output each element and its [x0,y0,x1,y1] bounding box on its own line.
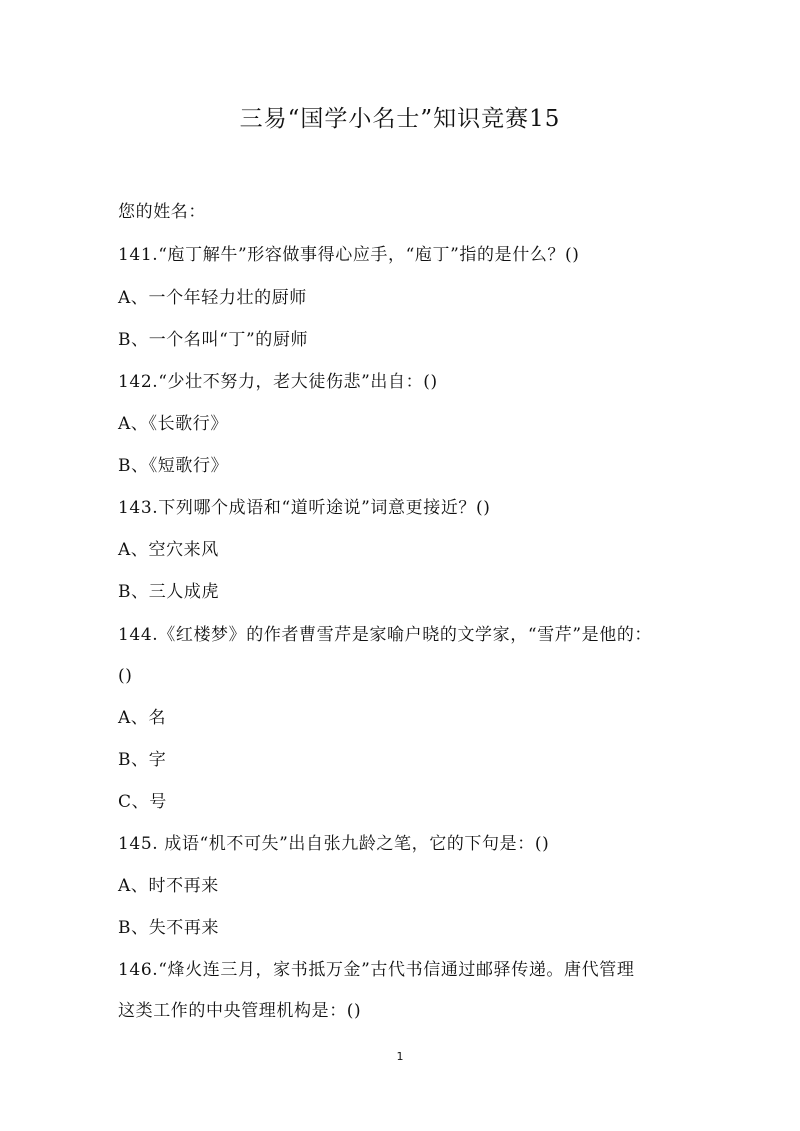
option-142-b: B、《短歌行》 [118,456,229,476]
page-number: 1 [396,1050,404,1063]
option-141-b: B、一个名叫“丁”的厨师 [118,330,309,350]
option-141-a: A、一个年轻力壮的厨师 [118,288,307,308]
question-144-continuation: () [118,666,133,686]
question-142: 142.“少壮不努力，老大徒伤悲”出自：() [118,372,438,392]
question-144: 144.《红楼梦》的作者曹雪芹是家喻户晓的文学家，“雪芹”是他的： [118,625,653,645]
page-title: 三易“国学小名士”知识竞赛15 [239,106,561,132]
option-144-b: B、字 [118,750,167,770]
question-146-continuation: 这类工作的中央管理机构是：() [118,1001,362,1021]
option-145-a: A、时不再来 [118,876,219,896]
option-143-b: B、三人成虎 [118,582,220,602]
option-144-c: C、号 [118,792,167,812]
name-label: 您的姓名： [118,202,206,222]
question-141: 141.“庖丁解牛”形容做事得心应手，“庖丁”指的是什么？() [118,245,580,265]
question-145: 145. 成语“机不可失”出自张九龄之笔，它的下句是：() [118,834,550,854]
question-146: 146.“烽火连三月，家书抵万金”古代书信通过邮驿传递。唐代管理 [118,960,635,980]
option-143-a: A、空穴来风 [118,540,219,560]
option-144-a: A、名 [118,708,167,728]
option-142-a: A、《长歌行》 [118,414,228,434]
question-143: 143.下列哪个成语和“道听途说”词意更接近？() [118,498,491,518]
option-145-b: B、失不再来 [118,918,220,938]
